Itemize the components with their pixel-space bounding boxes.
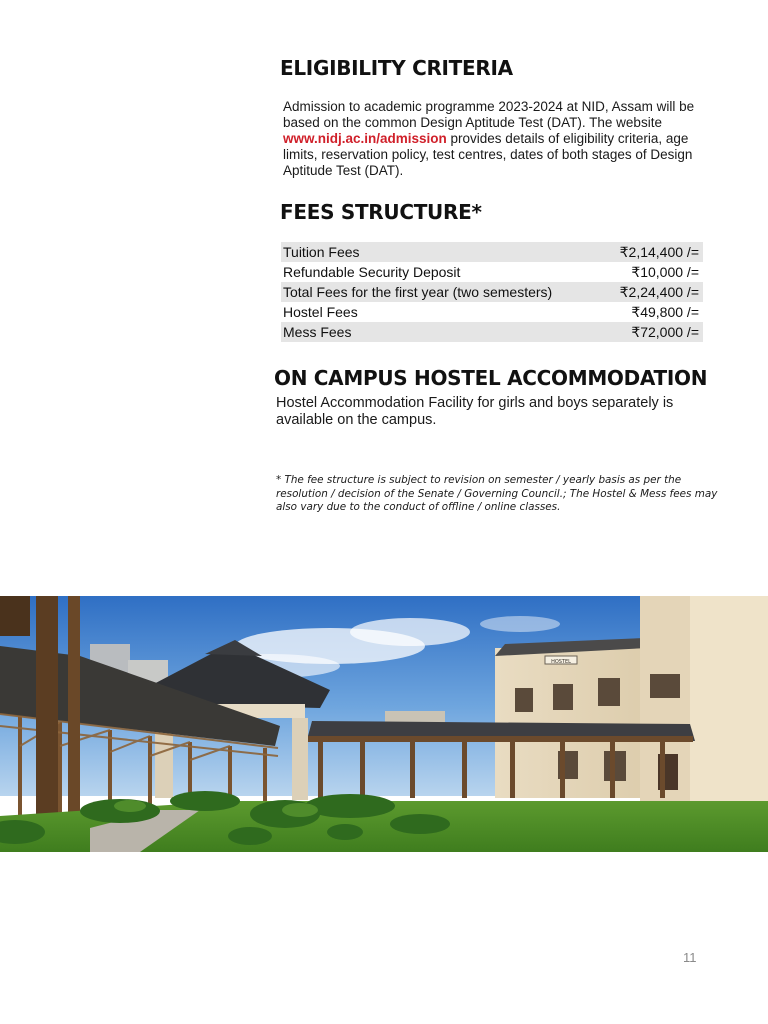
fee-label: Refundable Security Deposit <box>283 264 461 280</box>
table-row <box>281 242 703 262</box>
table-row <box>281 282 703 302</box>
fee-label: Total Fees for the first year (two semesters) <box>281 282 603 302</box>
fee-amount: ₹72,000 /= <box>603 322 703 342</box>
eligibility-heading: ELIGIBILITY CRITERIA <box>280 56 513 80</box>
fee-label: Mess Fees <box>281 322 603 342</box>
fee-amount: ₹10,000 /= <box>631 264 699 280</box>
hostel-heading: ON CAMPUS HOSTEL ACCOMMODATION <box>274 366 708 390</box>
eligibility-text-end: provides details of eligibility criteria, age limits, reservation policy, test centres, dates of both stages of Design Aptitude Test (DAT). <box>283 131 693 178</box>
eligibility-paragraph <box>283 99 707 179</box>
campus-photo <box>0 596 768 852</box>
fees-footnote: * The fee structure is subject to revision on semester / yearly basis as per the resolution / decision of the Senate / Governing Council.; The Hostel & Mess fees may also vary due to the conduct of offline / online classes. <box>276 474 718 514</box>
admission-link[interactable]: www.nidj.ac.in/admission <box>283 131 447 146</box>
eligibility-text-start: Admission to academic programme 2023-2024 at NID, Assam will be based on the common Design Aptitude Test (DAT). The website <box>283 99 695 130</box>
fee-amount: ₹2,24,400 /= <box>603 282 703 302</box>
fee-amount: ₹2,14,400 /= <box>603 242 703 262</box>
fees-table <box>281 242 703 342</box>
fee-label: Hostel Fees <box>283 304 358 320</box>
fee-amount: ₹49,800 /= <box>631 304 699 320</box>
hostel-paragraph: Hostel Accommodation Facility for girls and boys separately is available on the campus. <box>276 395 674 428</box>
table-row <box>281 322 703 342</box>
table-row <box>281 302 703 322</box>
building-sign: HOSTEL <box>551 659 571 665</box>
fee-label: Tuition Fees <box>281 242 603 262</box>
page-number: 11 <box>683 950 697 965</box>
table-row <box>281 262 703 282</box>
fees-heading: FEES STRUCTURE* <box>280 200 482 224</box>
